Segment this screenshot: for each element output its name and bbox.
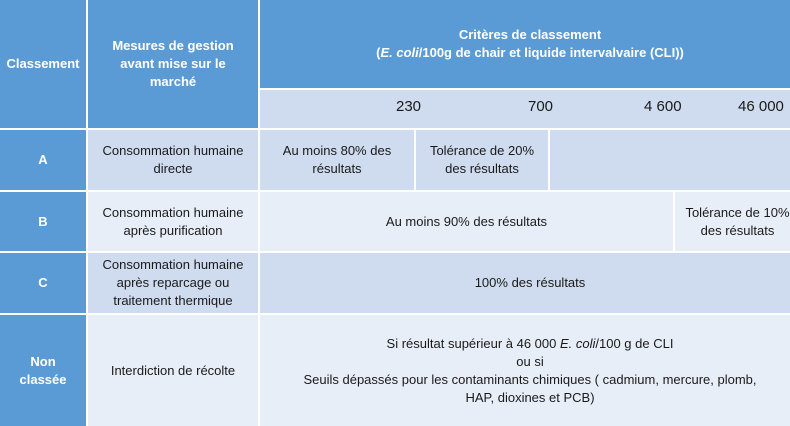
class-c-mesure (88, 253, 258, 313)
threshold-230: 230 (396, 98, 422, 115)
header-mesures-label: Mesures de gestion avant mise sur le marché (112, 38, 234, 89)
class-non-classee-mesure (88, 315, 258, 426)
class-a-cell-80-text: Au moins 80% des résultats (282, 143, 392, 176)
class-c-label (0, 253, 86, 313)
criteres-sub-italic: E. coli (380, 45, 419, 60)
header-classement-label: Classement (6, 56, 80, 71)
class-b-label (0, 192, 86, 251)
class-b-cell-10 (675, 192, 790, 251)
non-classee-line3: Seuils dépassés pour les contaminants chimiques ( cadmium, mercure, plomb, HAP, dioxines et PCB) (303, 371, 757, 405)
class-a-empty (550, 130, 790, 190)
class-non-classee-mesure-text: Interdiction de récolte (110, 362, 236, 378)
criteres-sub-rest: /100g de chair et liquide intervalvaire (CLI)) (418, 45, 684, 60)
class-c-mesure-text: Consommation humaine après reparcage ou traitement thermique (102, 257, 244, 308)
class-a-cell-20 (416, 130, 548, 190)
header-criteres (260, 0, 790, 88)
class-a-mesure (88, 130, 258, 190)
threshold-4600: 4 600 (644, 98, 682, 115)
class-non-classee-criteria (260, 315, 790, 426)
header-mesures (88, 0, 258, 128)
class-a-label (0, 130, 86, 190)
class-b-mesure (88, 192, 258, 251)
threshold-46000: 46 000 (738, 98, 784, 115)
class-b-cell-10-text: Tolérance de 10% des résultats (685, 204, 790, 238)
header-criteres-title: Critères de classement (458, 27, 602, 42)
threshold-row (260, 90, 790, 128)
non-classee-line1-italic: E. coli (559, 335, 596, 351)
class-c-cell-100 (260, 253, 790, 313)
header-criteres-subtitle (376, 44, 684, 62)
class-b-cell-90 (260, 192, 673, 251)
class-non-classee-label (0, 315, 86, 426)
class-b-cell-90-text: Au moins 90% des résultats (385, 213, 548, 229)
non-classee-line1 (387, 335, 674, 353)
non-classee-line1-pre: Si résultat supérieur à 46 000 (386, 335, 560, 351)
non-classee-line1-post: /100 g de CLI (595, 335, 674, 351)
class-a-cell-20-text: Tolérance de 20% des résultats (429, 143, 535, 176)
class-non-classee-text: Non classée (19, 353, 67, 387)
class-a-cell-80 (260, 130, 414, 190)
non-classee-line2: ou si (516, 353, 544, 369)
class-b-mesure-text: Consommation humaine après purification (102, 204, 244, 238)
class-c-cell-100-text: 100% des résultats (474, 275, 586, 290)
class-a-mesure-text: Consommation humaine directe (102, 143, 244, 176)
class-c-text: C (38, 275, 48, 290)
class-a-text: A (38, 152, 48, 167)
class-b-text: B (38, 213, 48, 229)
threshold-700: 700 (528, 98, 554, 115)
criteres-sub-open: ( (376, 45, 381, 60)
header-classement (0, 0, 86, 128)
